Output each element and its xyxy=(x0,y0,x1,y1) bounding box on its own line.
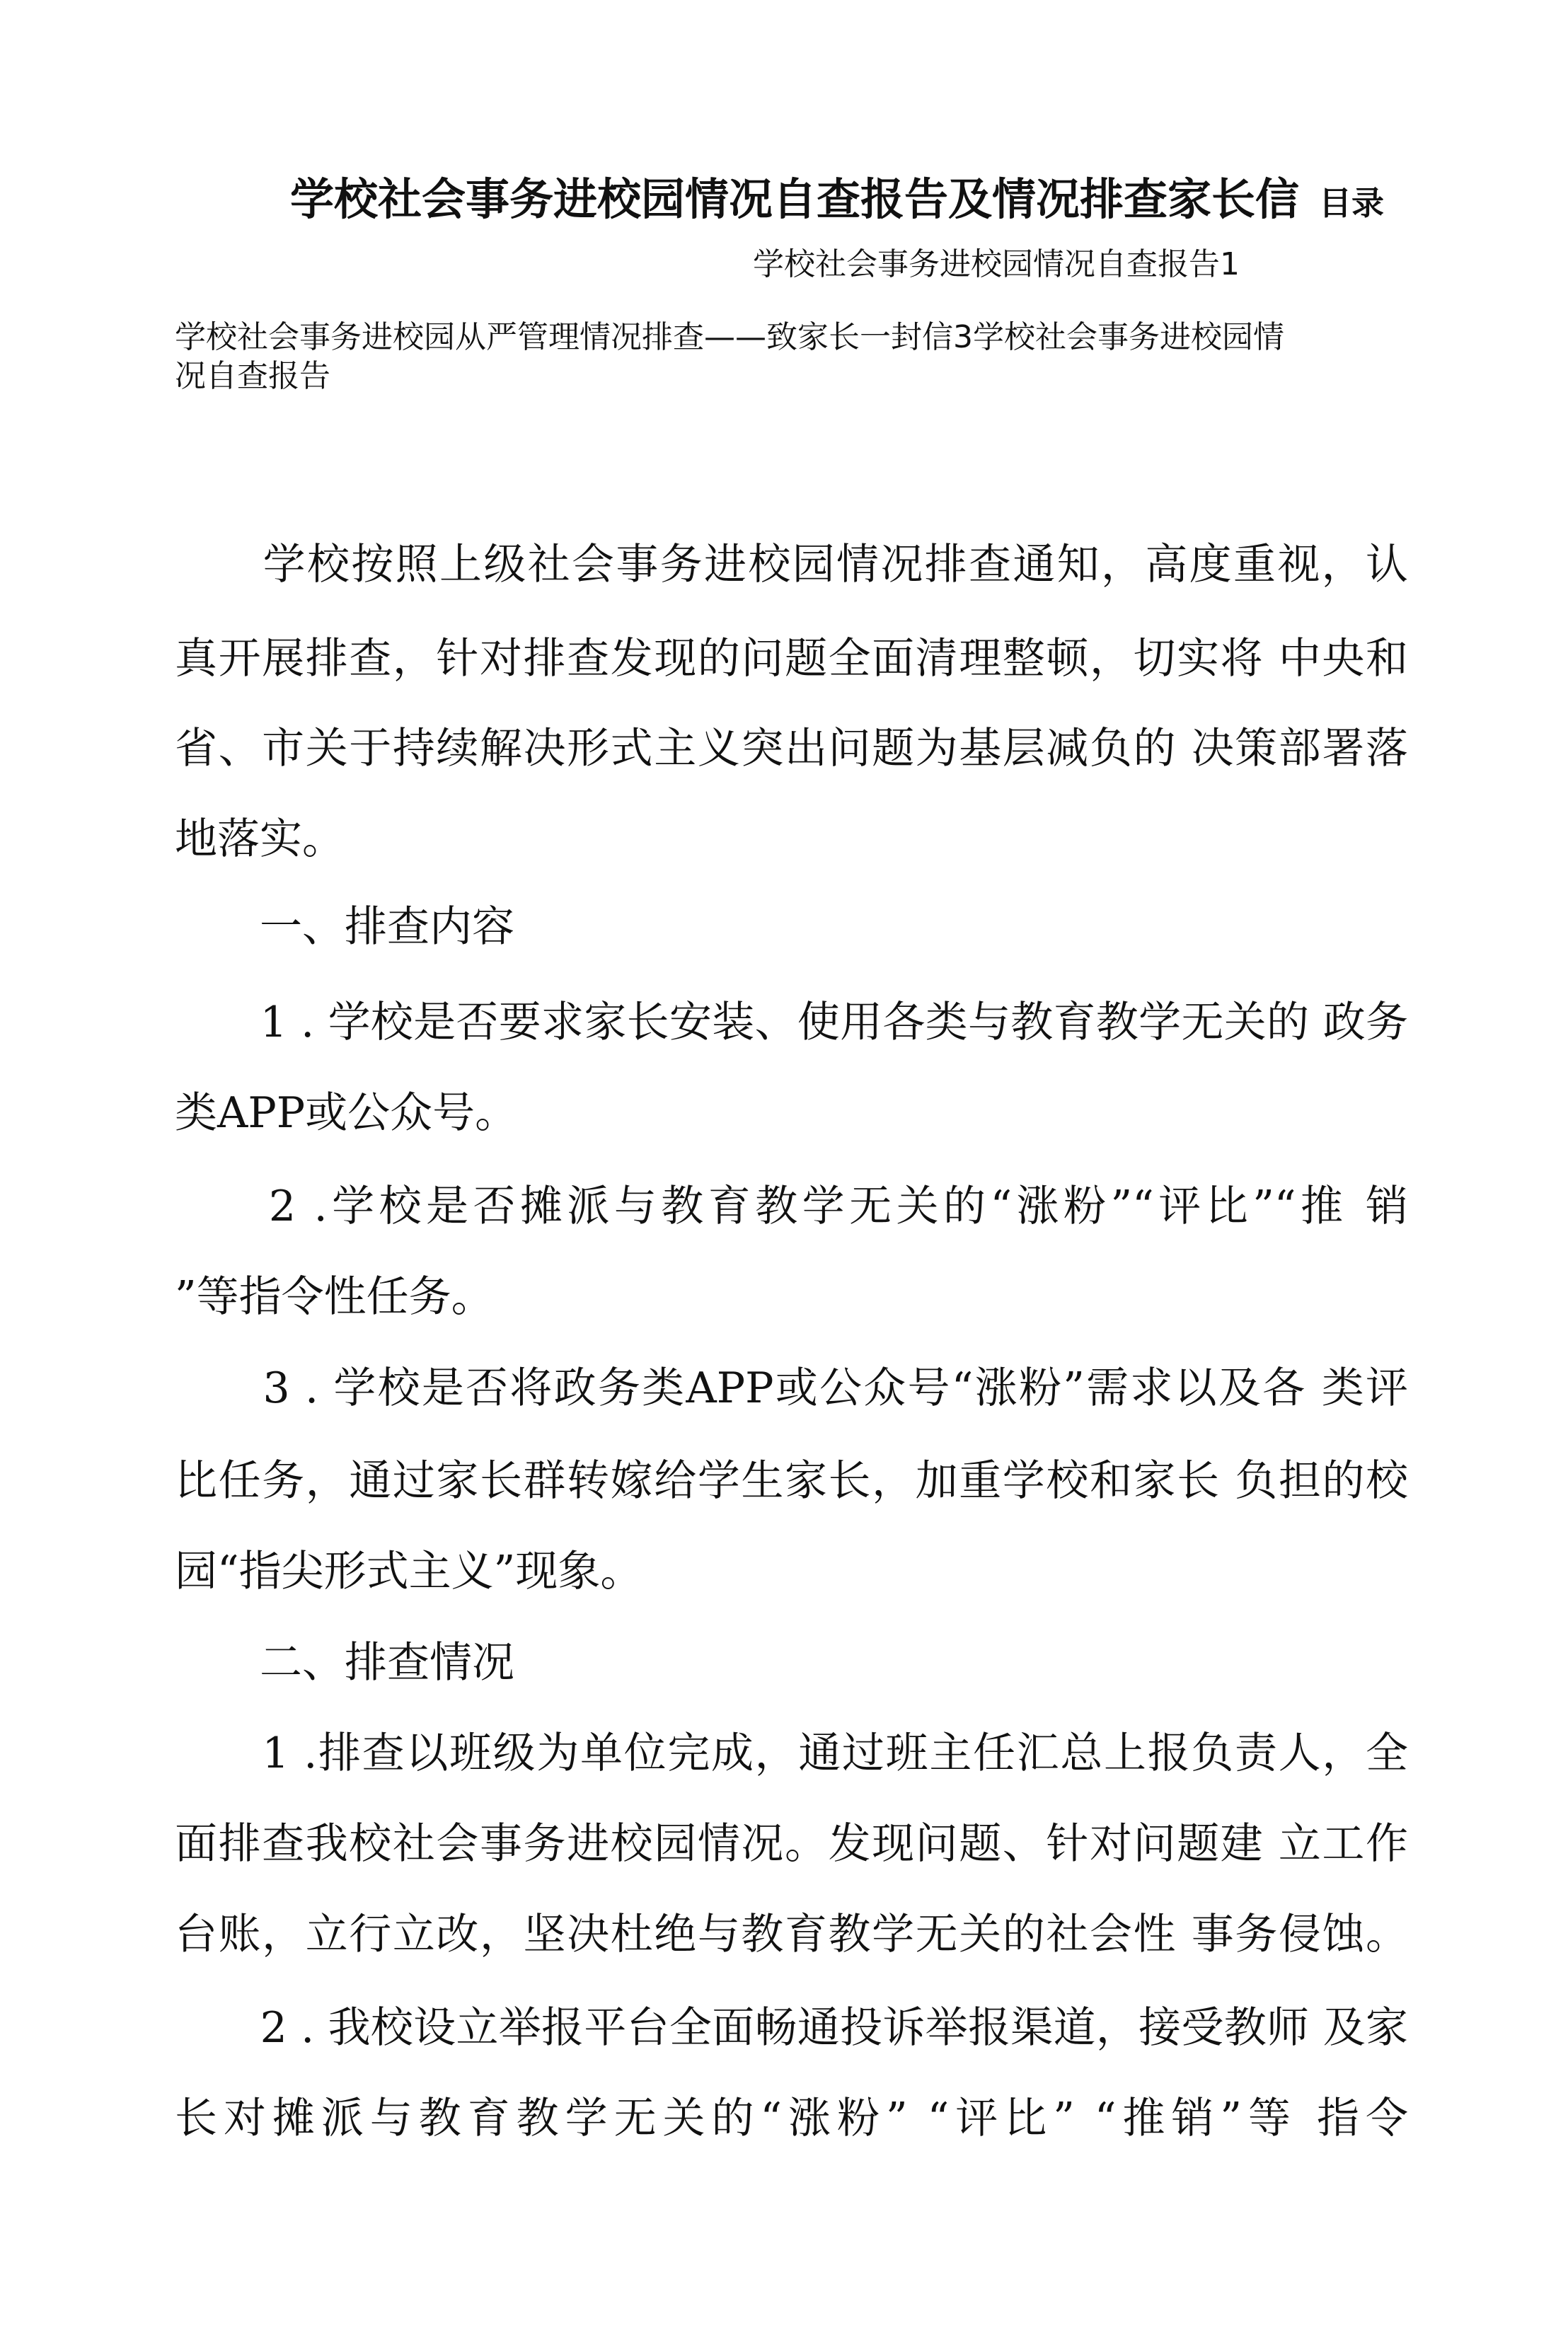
toc-entry-3: 况自查报告 xyxy=(175,358,330,394)
body-line: 2 . 我校设立举报平台全面畅通投诉举报渠道，接受教师 及家 xyxy=(175,2003,1408,2053)
toc-entry-1: 学校社会事务进校园情况自查报告1 xyxy=(753,246,1240,282)
body-line: 比任务，通过家长群转嫁给学生家长，加重学校和家长 负担的校 xyxy=(175,1456,1408,1506)
body-line: ”等指令性任务。 xyxy=(175,1272,494,1322)
body-line: 学校按照上级社会事务进校园情况排查通知，高度重视，认 xyxy=(175,540,1408,589)
body-line: 1 .排查以班级为单位完成，通过班主任汇总上报负责人，全 xyxy=(175,1729,1408,1778)
toc-entry-2: 学校社会事务进校园从严管理情况排查——致家长一封信3学校社会事务进校园情 xyxy=(175,319,1284,355)
body-line: 园“指尖形式主义”现象。 xyxy=(175,1547,643,1596)
body-line: 2 .学校是否摊派与教育教学无关的“涨粉”“评比”“推 销 xyxy=(175,1182,1408,1231)
body-line: 二、排查情况 xyxy=(175,1638,514,1688)
body-line: 地落实。 xyxy=(175,814,345,864)
body-line: 长对摊派与教育教学无关的“涨粉” “评比” “推销”等 指令 xyxy=(175,2094,1408,2143)
body-line: 3 . 学校是否将政务类APP或公众号“涨粉”需求以及各 类评 xyxy=(175,1363,1408,1413)
document-title xyxy=(290,164,1384,227)
body-line: 面排查我校社会事务进校园情况。发现问题、针对问题建 立工作 xyxy=(175,1819,1408,1869)
body-line: 类APP或公众号。 xyxy=(175,1088,518,1138)
body-line: 省、市关于持续解决形式主义突出问题为基层减负的 决策部署落 xyxy=(175,724,1408,773)
toc-label: 目录 xyxy=(1319,184,1385,222)
body-line: 真开展排查，针对排查发现的问题全面清理整顿，切实将 中央和 xyxy=(175,634,1408,684)
body-line: 台账，立行立改，坚决杜绝与教育教学无关的社会性 事务侵蚀。 xyxy=(175,1910,1408,1959)
body-line: 1 . 学校是否要求家长安装、使用各类与教育教学无关的 政务 xyxy=(175,998,1408,1047)
title-text: 学校社会事务进校园情况自查报告及情况排查家长信 xyxy=(290,173,1300,225)
body-line: 一、排查内容 xyxy=(175,902,514,952)
